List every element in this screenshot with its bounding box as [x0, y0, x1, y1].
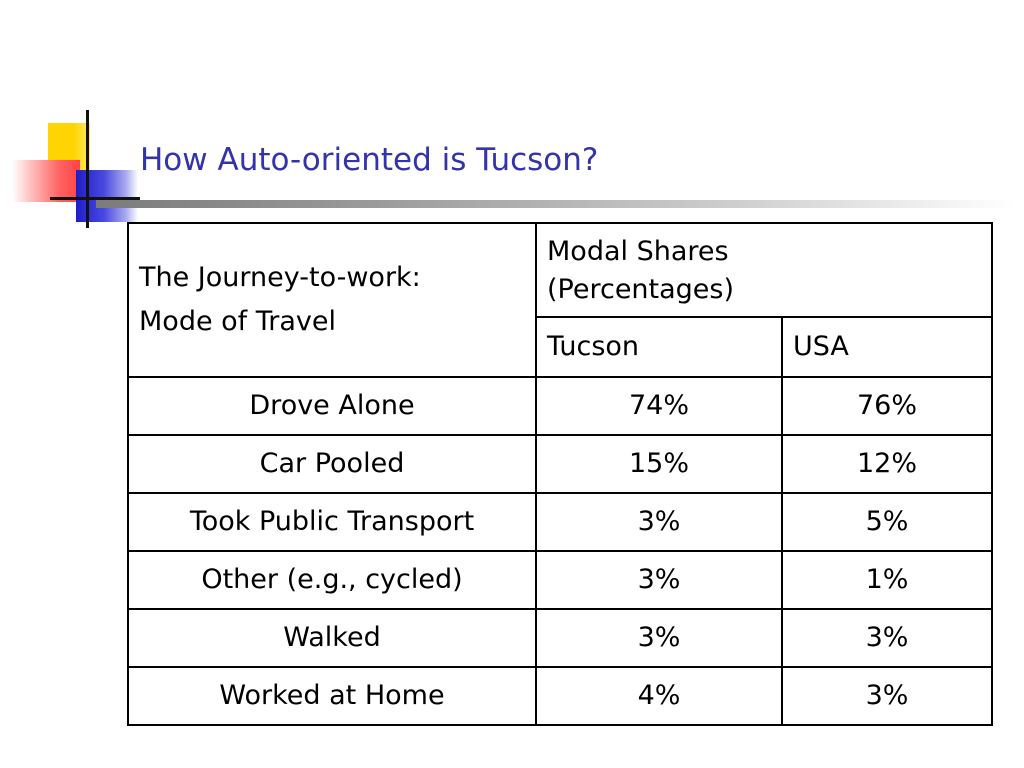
modal-header-line2: (Percentages) — [547, 274, 735, 305]
tucson-share-cell: 15% — [536, 435, 782, 493]
mode-cell: Drove Alone — [128, 377, 536, 435]
table-row — [128, 551, 992, 609]
mode-cell: Other (e.g., cycled) — [128, 551, 536, 609]
tucson-share-cell: 3% — [536, 493, 782, 551]
mode-cell: Took Public Transport — [128, 493, 536, 551]
tucson-column-header: Tucson — [536, 317, 782, 377]
usa-share-cell: 3% — [782, 667, 992, 725]
mode-cell: Worked at Home — [128, 667, 536, 725]
tucson-share-cell: 3% — [536, 551, 782, 609]
usa-share-cell: 12% — [782, 435, 992, 493]
mode-cell: Walked — [128, 609, 536, 667]
usa-share-cell: 3% — [782, 609, 992, 667]
usa-share-cell: 76% — [782, 377, 992, 435]
modal-share-table — [127, 222, 993, 726]
mode-cell: Car Pooled — [128, 435, 536, 493]
tucson-share-cell: 74% — [536, 377, 782, 435]
mode-header-line1: The Journey-to-work: — [139, 262, 421, 293]
ornament-vertical-line — [86, 110, 89, 228]
table-header-row — [128, 223, 992, 317]
table-row — [128, 377, 992, 435]
table-row — [128, 435, 992, 493]
modal-shares-header — [536, 223, 992, 317]
modal-header-line1: Modal Shares — [547, 236, 729, 267]
mode-of-travel-header — [128, 223, 536, 377]
slide-title: How Auto-oriented is Tucson? — [140, 142, 599, 178]
ornament-red-square — [12, 160, 80, 202]
title-underline-rule — [96, 200, 1016, 208]
usa-column-header: USA — [782, 317, 992, 377]
usa-share-cell: 1% — [782, 551, 992, 609]
tucson-share-cell: 3% — [536, 609, 782, 667]
table-row — [128, 493, 992, 551]
usa-share-cell: 5% — [782, 493, 992, 551]
tucson-share-cell: 4% — [536, 667, 782, 725]
mode-header-line2: Mode of Travel — [139, 306, 337, 337]
table-row — [128, 667, 992, 725]
table-row — [128, 609, 992, 667]
